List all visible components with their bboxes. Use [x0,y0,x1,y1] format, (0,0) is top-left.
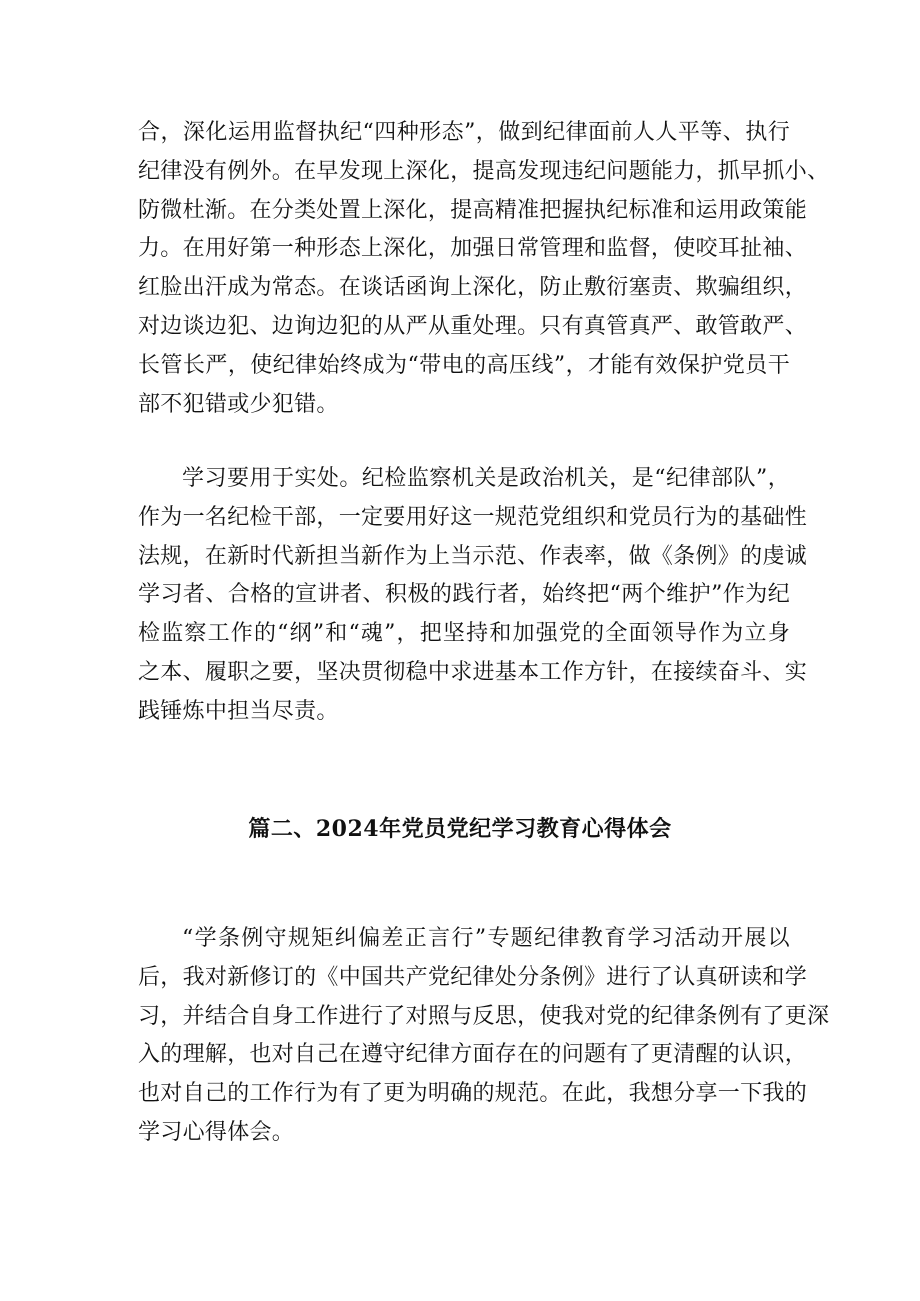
text-line: 作为一名纪检干部，一定要用好这一规范党组织和党员行为的基础性 [138,504,808,530]
text-line: 学习要用于实处。纪检监察机关是政治机关，是“纪律部队”， [182,466,790,491]
text-line: 合，深化运用监督执纪“四种形态”，做到纪律面前人人平等、执行 [138,120,790,145]
section-heading: 篇二、2024年党员党纪学习教育心得体会 [248,816,672,842]
text-line: 之本、履职之要，坚决贯彻稳中求进基本工作方针，在接续奋斗、实 [138,659,808,685]
text-line: 法规，在新时代新担当新作为上当示范、作表率，做《条例》的虔诚 [138,543,808,569]
text-line: 长管长严，使纪律始终成为“带电的高压线”，才能有效保护党员干 [138,352,790,378]
text-line: 习，并结合自身工作进行了对照与反思，使我对党的纪律条例有了更深 [138,1003,830,1029]
text-line: 践锤炼中担当尽责。 [138,698,339,724]
body-paragraph-3 [138,920,830,1153]
text-line: 纪律没有例外。在早发现上深化，提高发现违纪问题能力，抓早抓小、 [138,158,830,184]
text-line: 力。在用好第一种形态上深化，加强日常管理和监督，使咬耳扯袖、 [138,236,808,262]
text-line: 后，我对新修订的《中国共产党纪律处分条例》进行了认真研读和学 [138,964,808,990]
text-line: 检监察工作的“纲”和“魂”，把坚持和加强党的全面领导作为立身 [138,621,790,647]
text-line: “学条例守规矩纠偏差正言行”专题纪律教育学习活动开展以 [182,926,790,951]
text-line: 部不犯错或少犯错。 [138,391,339,417]
text-line: 红脸出汗成为常态。在谈话函询上深化，防止敷衍塞责、欺骗组织， [138,275,808,301]
body-paragraph-1 [138,114,830,424]
text-line: 防微杜渐。在分类处置上深化，提高精准把握执纪标准和运用政策能 [138,197,808,223]
text-line: 学习心得体会。 [138,1119,295,1145]
text-line: 对边谈边犯、边询边犯的从严从重处理。只有真管真严、敢管敢严、 [138,313,808,339]
text-line: 学习者、合格的宣讲者、积极的践行者，始终把“两个维护”作为纪 [138,582,790,608]
text-line: 也对自己的工作行为有了更为明确的规范。在此，我想分享一下我的 [138,1081,808,1107]
text-line: 入的理解，也对自己在遵守纪律方面存在的问题有了更清醒的认识， [138,1042,808,1068]
body-paragraph-2 [138,460,808,732]
